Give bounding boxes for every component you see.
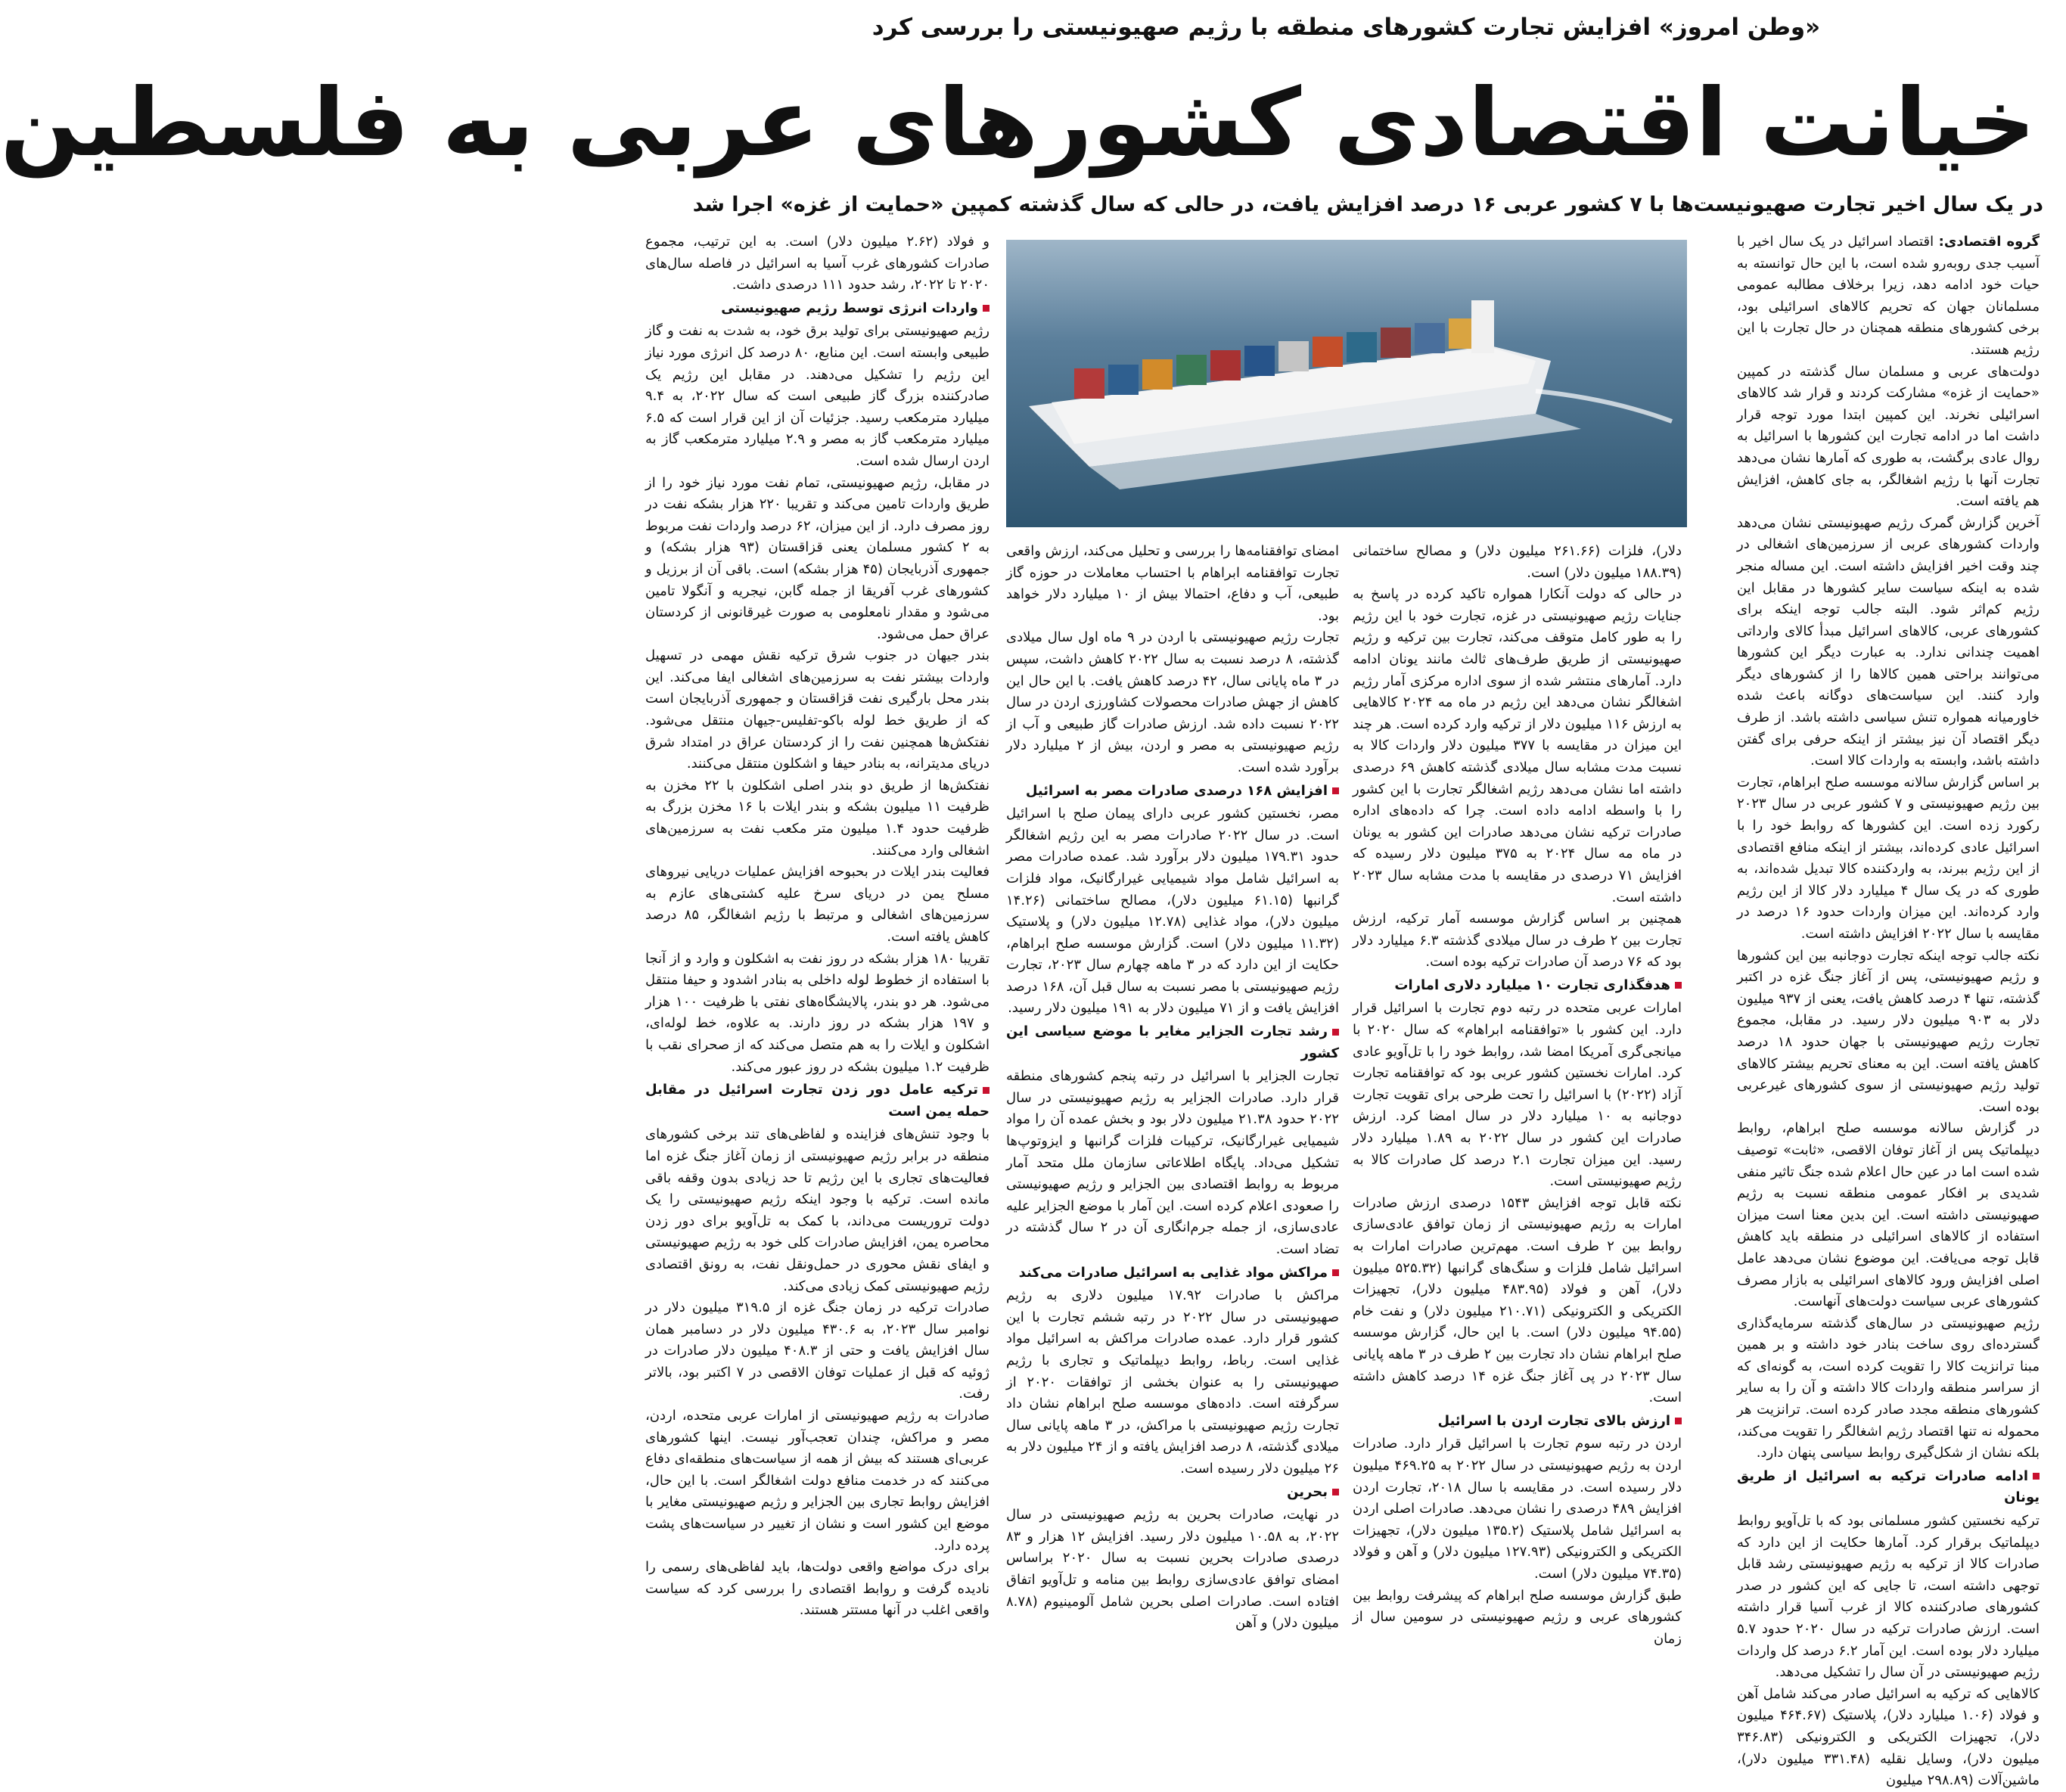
square-bullet-icon bbox=[1675, 1418, 1682, 1424]
section-heading bbox=[1006, 1021, 1339, 1064]
section-heading-text: مراکش مواد غذایی به اسرائیل صادرات می‌کند bbox=[1018, 1264, 1328, 1281]
paragraph: کالاهایی که ترکیه به اسرائیل صادر می‌کند شامل آهن و فولاد (۱.۰۶ میلیارد دلار)، پلاستیک (۴۶۴.۶۷ میلیون دلار)، تجهیزات الکتریکی و الکترونیکی (۳۴۶.۸۳ میلیون دلار)، وسایل نقلیه (۳۳۱.۴۸ میلیون دلار)، ماشین‌آلات (۲۹۸.۸۹ میلیون bbox=[1737, 1685, 2040, 1789]
paragraph: مراکش با صادرات ۱۷.۹۲ میلیون دلاری به رژیم صهیونیستی در سال ۲۰۲۲ در رتبه ششم تجارت با این کشور قرار دارد. عمده صادرات مراکش به اسرائیل مواد غذایی است. رباط، روابط دیپلماتیک و تجاری با رژیم صهیونیستی را به عنوان بخشی از توافقات ۲۰۲۰ از سرگرفته است. داده‌های موسسه صلح ابراهام نشان داد تجارت رژیم صهیونیستی با مراکش، در ۳ ماهه پایانی سال میلادی گذشته، ۸ درصد افزایش یافته و از ۲۴ میلیون دلار به ۲۶ میلیون دلار رسیده است. bbox=[1006, 1287, 1340, 1477]
section-heading-text: ادامه صادرات ترکیه به اسرائیل از طریق یونان bbox=[1737, 1467, 2040, 1506]
paragraph: آخرین گزارش گمرک رژیم صهیونیستی نشان می‌دهد واردات کشورهای عربی از سرزمین‌های اشغالی در چند وقت اخیر افزایش داشته است. این مساله منجر شده به اینکه سیاست سایر کشورها در مقابل این رژیم کم‌اثر شود. البته جالب توجه اینکه برای کشورهای عربی، کالاهای اسرائیل مبدأ کالای وارداتی اهمیت چندانی ندارد. به عبارت دیگر این کشورها می‌توانند براحتی همین کالاها را از کشورهای دیگر وارد کنند. این سیاست‌های دوگانه باعث شده خاورمیانه همواره تنش سیاسی داشته باشد. از طرف دیگر اقتصاد آن نیز بیشتر از اینکه حرفی برای گفتن داشته باشد، وابسته به واردات کالا است. bbox=[1737, 514, 2040, 769]
section-heading-text: رشد تجارت الجزایر مغایر با موضع سیاسی این کشور bbox=[1006, 1023, 1339, 1061]
paragraph-text: اقتصاد اسرائیل در یک سال اخیر با آسیب جدی روبه‌رو شده است، با این حال توانسته به حیات خود ادامه دهد، زیرا برخلاف مطالبه عمومی مسلمانان جهان که تحریم کالاهای اسرائیلی بود، برخی کشورهای منطقه همچنان در حال تجارت با این رژیم هستند. bbox=[1737, 234, 2040, 358]
square-bullet-icon bbox=[983, 305, 990, 312]
paragraph: رژیم صهیونیستی در سال‌های گذشته سرمایه‌گذاری گسترده‌ای روی ساخت بنادر خود داشته و بر همین مبنا ترانزیت کالا را تقویت کرده است، به گونه‌ای که از سراسر منطقه واردات کالا داشته و آن را به سایر کشورهای منطقه مجدد صادر کرده است. ترانزیت هر محموله نه تنها اقتصاد رژیم اشغالگر را تقویت می‌کند، بلکه نشان از شکل‌گیری روابط سیاسی پنهان دارد. bbox=[1737, 1315, 2040, 1461]
paragraph: نکته جالب توجه اینکه تجارت دوجانبه بین این کشورها و رژیم صهیونیستی، پس از آغاز جنگ غزه در اکتبر گذشته، تنها ۴ درصد کاهش یافت، یعنی از ۹۳۷ میلیون دلار به ۹۰۳ میلیون دلار رسید. در مقابل، مجموع تجارت رژیم صهیونیستی با جهان حدود ۱۸ درصد کاهش یافته است. این به معنای تحریم بیشتر کالاهای تولید رژیم صهیونیستی از سوی کشورهای غیرعربی بوده است. bbox=[1737, 947, 2040, 1115]
square-bullet-icon bbox=[1332, 787, 1339, 794]
square-bullet-icon bbox=[2033, 1473, 2040, 1480]
lead-paragraph bbox=[1737, 231, 2040, 362]
section-heading-text: هدفگذاری تجارت ۱۰ میلیارد دلاری امارات bbox=[1394, 977, 1670, 993]
paragraph: و فولاد (۲.۶۲ میلیون دلار) است. به این ترتیب، مجموع صادرات کشورهای غرب آسیا به اسرائیل در فاصله سال‌های ۲۰۲۰ تا ۲۰۲۲، رشد حدود ۱۱۱ درصدی داشت. bbox=[645, 234, 990, 293]
paragraph: در مقابل، رژیم صهیونیستی، تمام نفت مورد نیاز خود را از طریق واردات تامین می‌کند و تقریبا ۲۲۰ هزار بشکه نفت در روز مصرف دارد. از این میزان، ۶۲ درصد واردات نفت مربوط به ۲ کشور مسلمان یعنی قزاقستان (۹۳ هزار بشکه) و جمهوری آذربایجان (۴۵ هزار بشکه) است. باقی آن از برزیل و کشورهای غرب آفریقا از جمله گابن، نیجریه و آنگولا تامین می‌شود و مقدار نامعلومی به صورت غیرقانونی از کردستان عراق حمل می‌شود. bbox=[645, 474, 990, 642]
paragraph: تجارت رژیم صهیونیستی با اردن در ۹ ماه اول سال میلادی گذشته، ۸ درصد نسبت به سال ۲۰۲۲ کاهش داشت، سپس در ۳ ماه پایانی سال، ۴۲ درصد کاهش یافت. با این حال این کاهش از جهش صادرات محصولات کشاورزی اردن در سال ۲۰۲۲ نسبت داده شد. ارزش صادرات گاز طبیعی و آب از رژیم صهیونیستی به مصر و اردن، بیش از ۲ میلیارد دلار برآورد شده است. bbox=[1006, 629, 1339, 775]
section-heading-text: بحرین bbox=[1287, 1483, 1328, 1500]
paragraph: تجارت الجزایر با اسرائیل در رتبه پنجم کشورهای منطقه قرار دارد. صادرات الجزایر به رژیم صهیونیستی در سال ۲۰۲۲ حدود ۲۱.۳۸ میلیون دلار بود و بخش عمده آن را مواد شیمیایی غیرارگانیک، ترکیبات فلزات گرانبها و ایزوتوپ‌ها تشکیل می‌داد. پایگاه اطلاعاتی سازمان ملل متحد آمار مربوط به روابط اقتصادی بین الجزایر و رژیم صهیونیستی را صعودی اعلام کرده است. این آمار با موضع الجزایر علیه عادی‌سازی، از جمله جرم‌انگاری آن در ۲ سال گذشته در تضاد است. bbox=[1006, 1068, 1339, 1257]
paragraph: طبق گزارش موسسه صلح ابراهام که پیشرفت روابط بین کشورهای عربی و رژیم صهیونیستی در سومین سال از زمان bbox=[1353, 1587, 1682, 1647]
section-heading bbox=[1353, 975, 1682, 997]
square-bullet-icon bbox=[983, 1087, 990, 1094]
paragraph: مصر، نخستین کشور عربی دارای پیمان صلح با اسرائیل است. در سال ۲۰۲۲ صادرات مصر به این رژیم اشغالگر حدود ۱۷۹.۳۱ میلیون دلار برآورد شد. عمده صادرات مصر به اسرائیل شامل مواد شیمیایی غیرارگانیک، مواد فلزات گرانبها (۶۱.۱۵ میلیون دلار)، مصالح ساختمانی (۱۴.۲۶ میلیون دلار)، مواد غذایی (۱۲.۷۸ میلیون دلار) و پلاستیک (۱۱.۳۲ میلیون دلار) است. گزارش موسسه صلح ابراهام، حکایت از این دارد که در ۳ ماهه چهارم سال ۲۰۲۳، تجارت رژیم صهیونیستی با مصر نسبت به سال قبل آن، ۱۶۸ درصد افزایش یافت و از ۷۱ میلیون دلار به ۱۹۱ میلیون دلار رسید. bbox=[1006, 806, 1340, 1017]
paragraph: بندر جیهان در جنوب شرق ترکیه نقش مهمی در تسهیل واردات بیشتر نفت به سرزمین‌های اشغالی ایفا می‌کند. این بندر محل بارگیری نفت قزاقستان و جمهوری آذربایجان است که از طریق خط لوله باکو-تفلیس-جیهان منتقل می‌شود. نفتکش‌ها همچنین نفت را از کردستان عراق در امتداد شرق دریای مدیترانه، به بنادر حیفا و اشکلون منتقل می‌کنند. bbox=[645, 648, 990, 772]
section-heading-text: افزایش ۱۶۸ درصدی صادرات مصر به اسرائیل bbox=[1025, 782, 1328, 799]
section-heading-text: واردات انرژی توسط رژیم صهیونیستی bbox=[721, 300, 978, 316]
square-bullet-icon bbox=[1675, 982, 1682, 989]
paragraph: امارات عربی متحده در رتبه دوم تجارت با اسرائیل قرار دارد. این کشور با «توافقنامه ابراهام» که سال ۲۰۲۰ با میانجی‌گری آمریکا امضا شد، روابط خود را با تل‌آویو عادی کرد. امارات نخستین کشور عربی بود که توافقنامه تجارت آزاد (۲۰۲۲) با اسرائیل را تحت طرحی برای تقویت تجارت دوجانبه به ۱۰ میلیارد دلار در سال امضا کرد. ارزش صادرات این کشور در سال ۲۰۲۲ به ۱.۸۹ میلیارد دلار رسید. این میزان تجارت ۲.۱ درصد کل صادرات کالا به رژیم صهیونیستی است. bbox=[1353, 1000, 1682, 1190]
section-heading bbox=[1737, 1466, 2040, 1509]
paragraph: ترکیه نخستین کشور مسلمانی بود که با تل‌آویو روابط دیپلماتیک برقرار کرد. آمارها حکایت از این دارد که صادرات کالا از ترکیه به رژیم صهیونیستی رشد قابل توجهی داشته است، تا جایی که این کشور در صدر کشورهای صادرکننده کالا از غرب آسیا قرار داشته است. ارزش صادرات ترکیه در سال ۲۰۲۰ حدود ۵.۷ میلیارد دلار بوده است. این آمار ۶.۲ درصد کل واردات رژیم صهیونیستی در آن سال را تشکیل می‌دهد. bbox=[1737, 1513, 2040, 1681]
square-bullet-icon bbox=[1332, 1029, 1339, 1036]
column-3 bbox=[1006, 541, 1340, 1632]
column-2 bbox=[1353, 541, 1682, 1647]
paragraph: دلار)، فلزات (۲۶۱.۶۶ میلیون دلار) و مصالح ساختمانی (۱۸۸.۳۹ میلیون دلار) است. bbox=[1353, 543, 1682, 581]
section-heading-text: ترکیه عامل دور زدن تجارت اسرائیل در مقابل حمله یمن است bbox=[645, 1082, 990, 1120]
section-heading-text: ارزش بالای تجارت اردن با اسرائیل bbox=[1437, 1412, 1670, 1429]
section-heading bbox=[1006, 1482, 1339, 1504]
byline-label: گروه اقتصادی: bbox=[1938, 234, 2040, 250]
paragraph: در گزارش سالانه موسسه صلح ابراهام، روابط دیپلماتیک پس از آغاز توفان الاقصی، «ثابت» توصیف شده است اما در عین حال اعلام شده جنگ تاثیر منفی شدیدی بر افکار عمومی منطقه نسبت به رژیم صهیونیستی داشته است. این بدین معنا است میزان استفاده از کالاهای اسرائیلی در منطقه باید کاهش قابل توجه می‌یافت. این موضوع نشان می‌دهد عامل اصلی افزایش ورود کالاهای اسرائیلی به بازار مصرف کشورهای عربی سیاست دولت‌های آنهاست. bbox=[1737, 1120, 2040, 1310]
paragraph: رژیم صهیونیستی برای تولید برق خود، به شدت به نفت و گاز طبیعی وابسته است. این منابع، ۸۰ درصد کل انرژی مورد نیاز این رژیم را تشکیل می‌دهند. در مقابل این رژیم یک صادرکننده بزرگ گاز طبیعی است که سال ۲۰۲۲، به ۹.۴ میلیارد مترمکعب رسید. جزئیات آن از این قرار است که ۶.۵ میلیارد مترمکعب گاز به مصر و ۲.۹ میلیارد مترمکعب گاز به اردن ارسال شده است. bbox=[645, 323, 990, 469]
section-heading bbox=[1353, 1411, 1682, 1433]
paragraph: برای درک مواضع واقعی دولت‌ها، باید لفاظی‌های رسمی را نادیده گرفت و روابط اقتصادی را بررسی کرد که سیاست واقعی اغلب در آنها مستتر هستند. bbox=[645, 1559, 990, 1619]
paragraph: امضای توافقنامه‌ها را بررسی و تحلیل می‌کند، ارزش واقعی تجارت توافقنامه ابراهام با احتساب معاملات در حوزه گاز طبیعی، آب و دفاع، احتمالا بیش از ۱۰ میلیارد دلار خواهد بود. bbox=[1006, 543, 1339, 624]
paragraph: دولت‌های عربی و مسلمان سال گذشته در کمپین «حمایت از غزه» مشارکت کردند و قرار شد کالاهای اسرائیلی نخرند. این کمپین ابتدا مورد توجه قرار داشت اما در ادامه تجارت این کشورها با اسرائیل به روال عادی برگشت، به طوری که آمارها نشان می‌دهد تجارت آنها با رژیم اشغالگر، به جای کاهش، افزایش هم یافته است. bbox=[1737, 363, 2040, 510]
section-heading bbox=[645, 298, 990, 320]
paragraph: همچنین بر اساس گزارش موسسه آمار ترکیه، ارزش تجارت بین ۲ طرف در سال میلادی گذشته ۶.۳ میلیارد دلار بود که ۷۶ درصد آن صادرات ترکیه بوده است. bbox=[1353, 911, 1682, 971]
paragraph: اردن در رتبه سوم تجارت با اسرائیل قرار دارد. صادرات اردن به رژیم صهیونیستی در سال ۲۰۲۲ به ۴۶۹.۲۵ میلیون دلار رسیده است. در مقایسه با سال ۲۰۱۸، تجارت اردن افزایش ۴۸۹ درصدی را نشان می‌دهد. صادرات اصلی اردن به اسرائیل شامل پلاستیک (۱۳۵.۲ میلیون دلار)، تجهیزات الکتریکی و الکترونیکی (۱۲۷.۹۳ میلیون دلار) و آهن و فولاد (۷۴.۳۵ میلیون دلار) است. bbox=[1353, 1436, 1682, 1582]
square-bullet-icon bbox=[1332, 1489, 1339, 1495]
paragraph: در حالی که دولت آنکارا همواره تاکید کرده در پاسخ به جنایات رژیم صهیونیستی در غزه، تجارت خود با این رژیم را به طور کامل متوقف می‌کند، تجارت بین ترکیه و رژیم صهیونیستی از طریق طرف‌های ثالث مانند یونان ادامه دارد. آمارهای منتشر شده از سوی اداره مرکزی آمار رژیم اشغالگر نشان می‌دهد این رژیم در ماه مه ۲۰۲۴ کالاهایی به ارزش ۱۱۶ میلیون دلار از ترکیه وارد کرده است. هر چند این میزان در مقایسه با ۳۷۷ میلیون دلار واردات کالا به نسبت مدت مشابه سال میلادی گذشته کاهش ۶۹ درصدی داشته اما نشان می‌دهد رژیم اشغالگر تجارت با این کشور را با واسطه ادامه داده است. چرا که داده‌های اداره صادرات ترکیه نشان می‌دهد صادرات این کشور به یونان در ماه مه سال ۲۰۲۴ به ۳۷۵ میلیون دلار رسیده که افزایش ۷۱ درصدی در مقایسه با مدت مشابه سال ۲۰۲۳ داشته است. bbox=[1353, 586, 1682, 905]
paragraph: با وجود تنش‌های فزاینده و لفاظی‌های تند برخی کشورهای منطقه در برابر رژیم صهیونیستی از زمان آغاز جنگ غزه اما فعالیت‌های تجاری با این رژیم تا حد زیادی بدون وقفه باقی مانده است. ترکیه با وجود اینکه رژیم صهیونیستی را یک دولت تروریست می‌داند، با کمک به تل‌آویو برای دور زدن محاصره یمن، افزایش صادرات کلی خود به رژیم صهیونیستی و ایفای نقش محوری در حمل‌ونقل نفت، به رونق اقتصادی رژیم صهیونیستی کمک زیادی می‌کند. bbox=[645, 1126, 990, 1294]
paragraph: فعالیت بندر ایلات در بحبوحه افزایش عملیات دریایی نیروهای مسلح یمن در دریای سرخ علیه کشتی‌های عازم به سرزمین‌های اشغالی و مرتبط با رژیم اشغالگر، ۸۵ درصد کاهش یافته است. bbox=[645, 864, 990, 945]
section-heading bbox=[1006, 1262, 1339, 1284]
column-1 bbox=[1737, 231, 2040, 1789]
cargo-ship-photo bbox=[1006, 240, 1687, 527]
section-heading bbox=[645, 1079, 990, 1123]
column-4 bbox=[645, 231, 990, 1619]
headline: خیانت اقتصادی کشورهای عربی به فلسطین bbox=[0, 69, 2036, 178]
paragraph: تقریبا ۱۸۰ هزار بشکه در روز نفت به اشکلون و وارد و از آنجا با استفاده از خطوط لوله داخلی به بنادر اشدود و حیفا منتقل می‌شود. هر دو بندر، پالایشگاه‌های نفتی با ظرفیت ۱۰۰ هزار و ۱۹۷ هزار بشکه در روز دارند. به علاوه، خط لوله‌ای، اشکلون و ایلات را به هم متصل می‌کند که از صحرای نقب با ظرفیت ۱.۲ میلیون بشکه در روز عبور می‌کند. bbox=[645, 950, 990, 1075]
paragraph: نکته قابل توجه افزایش ۱۵۴۳ درصدی ارزش صادرات امارات به رژیم صهیونیستی از زمان توافق عادی‌سازی روابط بین ۲ طرف است. مهم‌ترین صادرات امارات به اسرائیل شامل فلزات و سنگ‌های گرانبها (۵۲۵.۳۲ میلیون دلار)، آهن و فولاد (۴۸۳.۹۵ میلیون دلار)، تجهیزات الکتریکی و الکترونیکی (۲۱۰.۷۱ میلیون دلار) و نفت خام (۹۴.۵۵ میلیون دلار) است. با این حال، گزارش موسسه صلح ابراهام نشان داد تجارت بین ۲ طرف در ۳ ماهه پایانی سال ۲۰۲۳ در پی آغاز جنگ غزه ۱۴ درصد کاهش داشته است. bbox=[1353, 1194, 1682, 1406]
paragraph: در نهایت، صادرات بحرین به رژیم صهیونیستی در سال ۲۰۲۲، به ۱۰.۵۸ میلیون دلار رسید. افزایش ۱۲ هزار و ۸۳ درصدی صادرات بحرین نسبت به سال ۲۰۲۰ براساس امضای توافق عادی‌سازی روابط بین منامه و تل‌آویو اتفاق افتاده است. صادرات اصلی بحرین شامل آلومینیوم (۸.۷۸ میلیون دلار) و آهن bbox=[1006, 1507, 1339, 1632]
paragraph: صادرات به رژیم صهیونیستی از امارات عربی متحده، اردن، مصر و مراکش، چندان تعجب‌آور نیست. اینها کشورهای عربی‌ای هستند که بیش از همه از سیاست‌های منطقه‌ای دفاع می‌کنند که در خدمت منافع دولت اشغالگر است. با این حال، افزایش روابط تجاری بین الجزایر و رژیم صهیونیستی مغایر با موضع این کشور است و نشان از تغییر در سیاست‌های پشت پرده دارد. bbox=[645, 1408, 990, 1554]
paragraph: بر اساس گزارش سالانه موسسه صلح ابراهام، تجارت بین رژیم صهیونیستی و ۷ کشور عربی در سال ۲۰۲۳ رکورد زده است. این کشورها که روابط خود را با اسرائیل عادی کرده‌اند، بیشتر از اینکه منافع اقتصادی از این رژیم ببرند، به واردکننده کالا تبدیل شده‌اند، به طوری که در یک سال ۴ میلیارد دلار کالا از این رژیم وارد کرده‌اند. این میزان واردات حدود ۱۶ درصد در مقایسه با سال ۲۰۲۲ افزایش داشته است. bbox=[1737, 774, 2040, 942]
subhead: در یک سال اخیر تجارت صهیونیست‌ها با ۷ کشور عربی ۱۶ درصد افزایش یافت، در حالی که سال گذشته کمپین «حمایت از غزه» اجرا شد bbox=[692, 193, 2043, 216]
kicker: «وطن امروز» افزایش تجارت کشورهای منطقه با رژیم صهیونیستی را بررسی کرد bbox=[871, 14, 1821, 41]
paragraph: نفتکش‌ها از طریق دو بندر اصلی اشکلون با ۲۲ مخزن به ظرفیت ۱۱ میلیون بشکه و بندر ایلات با ۱۶ مخزن بزرگ به ظرفیت حدود ۱.۴ میلیون متر مکعب نفت به سرزمین‌های اشغالی وارد می‌کنند. bbox=[645, 777, 990, 859]
section-heading bbox=[1006, 781, 1339, 803]
square-bullet-icon bbox=[1332, 1269, 1339, 1276]
paragraph: صادرات ترکیه در زمان جنگ غزه از ۳۱۹.۵ میلیون دلار در نوامبر سال ۲۰۲۳، به ۴۳۰.۶ میلیون دلار در دسامبر همان سال افزایش یافت و حتی از ۴۰۸.۳ میلیون دلار صادرات در ژوئیه که قبل از عملیات توفان الاقصی در ۷ اکتبر بود، بالاتر رفت. bbox=[645, 1300, 990, 1402]
